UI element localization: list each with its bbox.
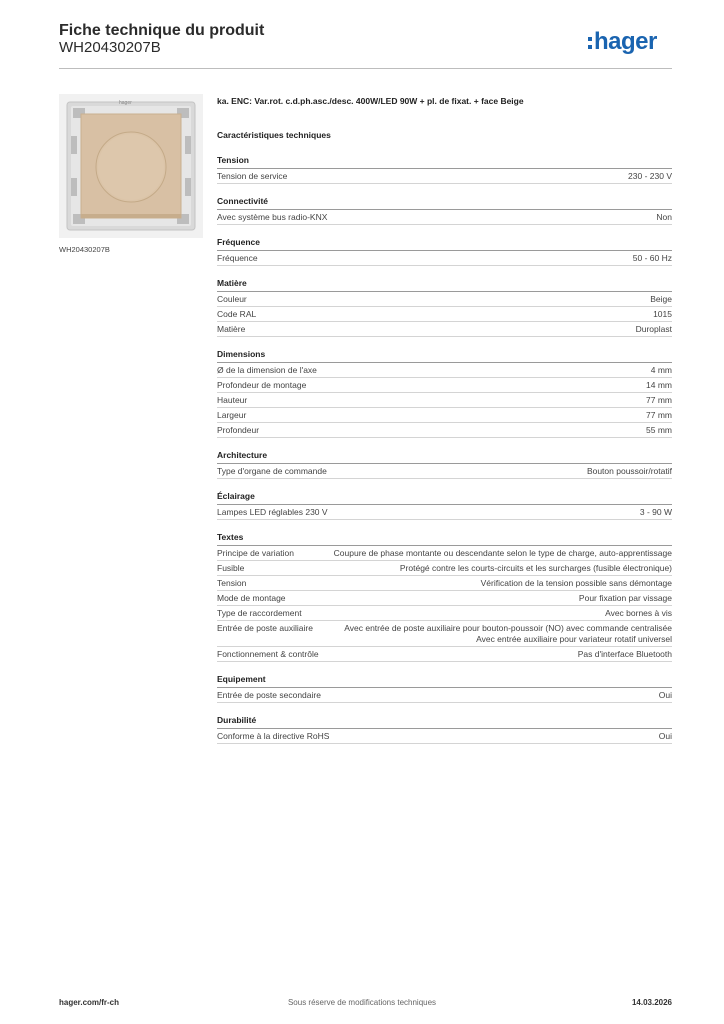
spec-value-line: Pour fixation par vissage — [578, 593, 672, 603]
product-image — [59, 94, 203, 238]
spec-row — [217, 688, 672, 703]
spec-row — [217, 591, 672, 606]
spec-value-line: Pas d'interface Bluetooth — [577, 649, 672, 659]
spec-label: Conforme à la directive RoHS — [217, 731, 330, 741]
header-divider — [59, 68, 672, 69]
spec-value-line: Protégé contre les courts-circuits et les surcharges (fusible électronique) — [399, 563, 672, 573]
spec-value — [312, 608, 672, 619]
product-reference: WH20430207B — [59, 39, 161, 56]
spec-value — [304, 548, 672, 559]
spec-value — [297, 171, 672, 182]
spec-value-line: 77 mm — [646, 410, 672, 420]
spec-group — [217, 278, 672, 337]
spec-label: Ø de la dimension de l'axe — [217, 365, 317, 375]
spec-value-line: 14 mm — [646, 380, 672, 390]
spec-group — [217, 237, 672, 266]
spec-value — [337, 466, 672, 477]
spec-value — [331, 690, 672, 701]
spec-row — [217, 464, 672, 479]
spec-value-line: Avec entrée de poste auxiliaire pour bouton-poussoir (NO) avec commande centralisée — [344, 623, 672, 633]
spec-value — [257, 294, 672, 305]
spec-group-title: Connectivité — [217, 196, 672, 210]
footer-date: 14.03.2026 — [631, 998, 672, 1007]
spec-group — [217, 196, 672, 225]
spec-group-title: Tension — [217, 155, 672, 169]
spec-groups — [217, 155, 672, 744]
spec-label: Largeur — [217, 410, 247, 420]
spec-value — [338, 507, 672, 518]
spec-value — [329, 649, 672, 660]
spec-label: Principe de variation — [217, 548, 295, 558]
spec-value-line: Coupure de phase montante ou descendante selon le type de charge, auto-apprentissage — [333, 548, 672, 558]
image-brand-label: hager — [119, 100, 132, 106]
spec-label: Entrée de poste auxiliaire — [217, 623, 313, 633]
spec-value-line: 4 mm — [650, 365, 672, 375]
spec-value-line: 50 - 60 Hz — [632, 253, 672, 263]
spec-value — [316, 380, 672, 391]
spec-row — [217, 169, 672, 184]
spec-value — [256, 578, 672, 589]
spec-value-line: Oui — [658, 731, 672, 741]
spec-group-title: Éclairage — [217, 491, 672, 505]
spec-label: Profondeur de montage — [217, 380, 307, 390]
spec-label: Mode de montage — [217, 593, 286, 603]
spec-row — [217, 576, 672, 591]
spec-row — [217, 423, 672, 438]
spec-label: Code RAL — [217, 309, 257, 319]
spec-row — [217, 251, 672, 266]
spec-group — [217, 491, 672, 520]
spec-value-line: Duroplast — [635, 324, 672, 334]
logo-colon-icon — [588, 37, 592, 49]
spec-value — [296, 593, 672, 604]
spec-group — [217, 532, 672, 662]
spec-row — [217, 393, 672, 408]
spec-label: Profondeur — [217, 425, 260, 435]
spec-group-title: Dimensions — [217, 349, 672, 363]
image-caption: WH20430207B — [59, 245, 110, 254]
spec-row — [217, 546, 672, 561]
spec-label: Lampes LED réglables 230 V — [217, 507, 328, 517]
spec-row — [217, 606, 672, 621]
spec-group-title: Matière — [217, 278, 672, 292]
spec-value — [256, 410, 672, 421]
spec-value-line: 230 - 230 V — [628, 171, 672, 181]
spec-value — [268, 253, 672, 264]
spec-value-line: Avec bornes à vis — [605, 608, 672, 618]
spec-row — [217, 647, 672, 662]
spec-label: Type d'organe de commande — [217, 466, 327, 476]
spec-label: Fréquence — [217, 253, 258, 263]
spec-group — [217, 674, 672, 703]
spec-row — [217, 621, 672, 647]
spec-row — [217, 408, 672, 423]
spec-value-line: 55 mm — [646, 425, 672, 435]
spec-value-line: 3 - 90 W — [639, 507, 672, 517]
logo-text: hager — [594, 28, 657, 55]
spec-value-line: Avec entrée auxiliaire pour variateur rotatif universel — [476, 634, 672, 644]
spec-label: Fusible — [217, 563, 245, 573]
spec-value — [337, 212, 672, 223]
spec-group-title: Architecture — [217, 450, 672, 464]
spec-value — [257, 395, 672, 406]
spec-value-line: Vérification de la tension possible sans démontage — [480, 578, 672, 588]
spec-label: Hauteur — [217, 395, 248, 405]
spec-label: Matière — [217, 324, 246, 334]
spec-row — [217, 307, 672, 322]
footer-website: hager.com/fr-ch — [59, 998, 120, 1007]
spec-label: Fonctionnement & contrôle — [217, 649, 319, 659]
document-title: Fiche technique du produit — [59, 22, 265, 39]
spec-group-title: Textes — [217, 532, 672, 546]
spec-value-line: 77 mm — [646, 395, 672, 405]
spec-value-line: 1015 — [653, 309, 672, 319]
spec-value — [327, 365, 672, 376]
spec-group-title: Fréquence — [217, 237, 672, 251]
spec-row — [217, 322, 672, 337]
spec-value — [266, 309, 672, 320]
hager-logo — [588, 27, 672, 57]
spec-label: Tension — [217, 578, 247, 588]
spec-label: Avec système bus radio-KNX — [217, 212, 328, 222]
footer-notice: Sous réserve de modifications techniques — [287, 998, 437, 1007]
spec-label: Tension de service — [217, 171, 288, 181]
spec-value-line: Oui — [658, 690, 672, 700]
spec-value-line: Beige — [650, 294, 672, 304]
spec-label: Entrée de poste secondaire — [217, 690, 321, 700]
spec-row — [217, 210, 672, 225]
spec-group-title: Durabilité — [217, 715, 672, 729]
dimmer-switch-image — [59, 94, 203, 238]
spec-value-line: Bouton poussoir/rotatif — [586, 466, 672, 476]
spec-group-title: Equipement — [217, 674, 672, 688]
spec-group — [217, 715, 672, 744]
spec-group — [217, 450, 672, 479]
spec-group — [217, 349, 672, 438]
spec-label: Type de raccordement — [217, 608, 302, 618]
spec-value — [255, 324, 672, 335]
spec-sheet — [217, 96, 672, 756]
spec-row — [217, 378, 672, 393]
spec-group — [217, 155, 672, 184]
spec-value — [339, 731, 672, 742]
spec-value — [269, 425, 672, 436]
spec-value — [323, 623, 672, 645]
product-description: ka. ENC: Var.rot. c.d.ph.asc./desc. 400W/LED 90W + pl. de fixat. + face Beige — [217, 96, 524, 106]
spec-label: Couleur — [217, 294, 247, 304]
spec-row — [217, 561, 672, 576]
spec-value-line: Non — [656, 212, 672, 222]
spec-row — [217, 292, 672, 307]
spec-row — [217, 363, 672, 378]
spec-value — [254, 563, 672, 574]
section-title: Caractéristiques techniques — [217, 130, 331, 140]
spec-row — [217, 505, 672, 520]
spec-row — [217, 729, 672, 744]
